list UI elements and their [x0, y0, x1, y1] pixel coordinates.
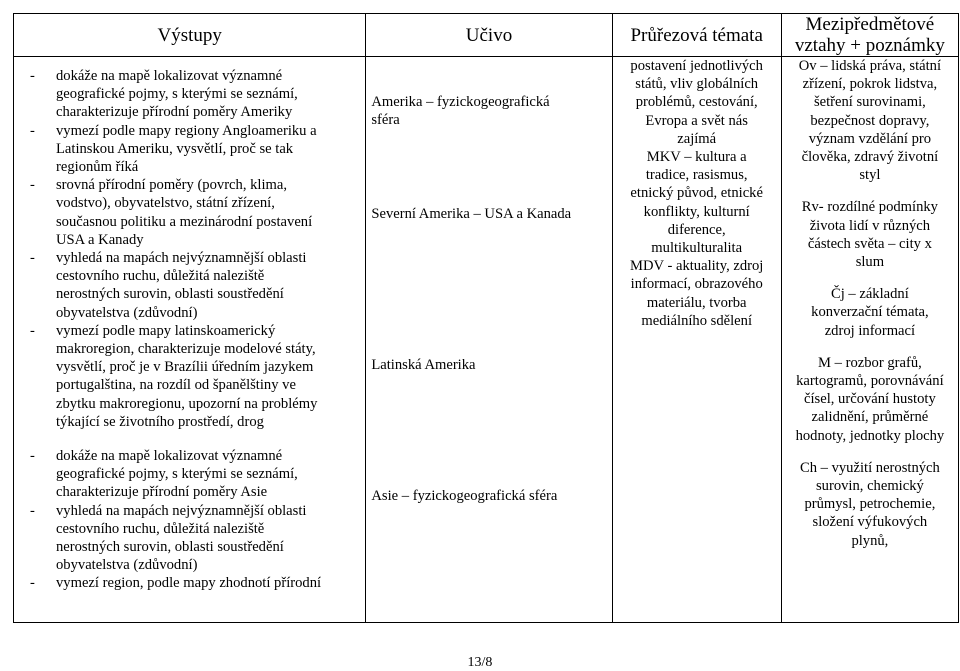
subject-relation-line: zdroj informací: [824, 322, 916, 339]
outcome-line: vyhledá na mapách nejvýznamnější oblasti: [56, 502, 307, 519]
subject-relation-line: zřízení, pokrok lidstva,: [802, 76, 938, 93]
outcome-line: týkající se životního prostředí, drog: [56, 413, 264, 430]
outcome-line: vyhledá na mapách nejvýznamnější oblasti: [56, 250, 307, 267]
subject-relation-line: složení výfukových: [812, 514, 928, 531]
outcome-line: charakterizuje přírodní poměry Asie: [56, 484, 268, 501]
outcome-text: [56, 322, 361, 431]
outcome-item: [30, 502, 361, 575]
outcome-line: srovná přírodní poměry (povrch, klima,: [56, 177, 288, 194]
curriculum-table: [13, 13, 959, 623]
outcome-text: [56, 447, 361, 502]
outcome-line: makroregion, charakterizuje modelové státy,: [56, 341, 316, 358]
subject-relation-line: Ch – využití nerostných: [799, 459, 940, 476]
subject-relation: [784, 354, 956, 445]
ucivo-item: [371, 356, 475, 374]
subject-relation-line: částech světa – city x: [807, 235, 932, 252]
outcomes-list: [14, 57, 365, 593]
outcome-line: obyvatelstva (zdůvodní): [56, 304, 198, 321]
outcome-text: [56, 502, 361, 575]
subject-relation-line: Rv- rozdílné podmínky: [801, 199, 938, 216]
outcome-line: USA a Kanady: [56, 231, 144, 248]
outcome-item: [30, 249, 361, 322]
outcome-line: nerostných surovin, oblasti soustředění: [56, 539, 284, 556]
outcome-line: geografické pojmy, s kterými se seznámí,: [56, 86, 298, 103]
outcome-line: zbytku makroregionu, upozorní na problémy: [56, 395, 318, 412]
dash-bullet: -: [30, 575, 35, 592]
ucivo-cell: [366, 57, 612, 623]
outcome-text: [56, 122, 361, 177]
page-number: 13/8: [467, 655, 493, 670]
subject-relation-line: hodnoty, jednotky plochy: [795, 427, 945, 444]
outcome-text: [56, 574, 361, 592]
outcome-item: [30, 67, 361, 122]
subject-relation: [784, 285, 956, 340]
prurezova-line: postavení jednotlivých: [630, 58, 763, 74]
subject-relation-line: člověka, zdravý životní: [801, 149, 939, 166]
mezipredmetove-cell: [781, 57, 958, 623]
dash-bullet: -: [30, 122, 35, 139]
prurezova-line: tradice, rasismus,: [645, 167, 748, 184]
header-prurezova-temata: Průřezová témata: [612, 14, 781, 57]
prurezova-line: diference,: [667, 221, 726, 238]
outcome-line: geografické pojmy, s kterými se seznámí,: [56, 466, 298, 483]
ucivo-line: Severní Amerika – USA a Kanada: [371, 206, 572, 222]
prurezova-line: zajímá: [677, 130, 717, 147]
ucivo-list: [366, 57, 611, 622]
subject-relation-line: význam vzdělání pro: [808, 130, 932, 147]
header-row: [14, 14, 959, 57]
outcome-item: [30, 447, 361, 502]
prurezova-line: MKV – kultura a: [646, 149, 747, 166]
ucivo-item: [371, 487, 557, 505]
outcome-line: dokáže na mapě lokalizovat významné: [56, 68, 283, 84]
prurezova-line: multikulturalita: [651, 240, 743, 257]
outcome-item: [30, 122, 361, 177]
header-mezipredmetove-vztahy: Mezipředmětové vztahy + poznámky: [781, 14, 958, 57]
outcome-text: [56, 176, 361, 249]
outcome-item: [30, 176, 361, 249]
subject-relation-line: M – rozbor grafů,: [818, 354, 922, 371]
subject-relation-line: Ov – lidská práva, státní: [798, 58, 942, 74]
subject-relation-line: života lidí v různých: [809, 217, 931, 234]
prurezova-line: států, vliv globálních: [635, 76, 759, 93]
outcome-line: vymezí podle mapy latinskoamerický: [56, 322, 276, 339]
outcome-text: [56, 67, 361, 122]
prurezova-line: Evropa a svět nás: [645, 112, 748, 129]
subject-relation-line: Čj – základní: [830, 286, 909, 303]
dash-bullet: -: [30, 68, 35, 84]
dash-bullet: -: [30, 177, 35, 194]
dash-bullet: -: [30, 448, 35, 465]
outcome-line: cestovního ruchu, důležitá naleziště: [56, 268, 265, 285]
outcome-line: současnou politiku a mezinárodní postavení: [56, 213, 313, 230]
ucivo-item: [371, 93, 549, 129]
section-gap: [30, 431, 361, 447]
outcome-line: dokáže na mapě lokalizovat významné: [56, 448, 283, 465]
prurezova-line: konflikty, kulturní: [643, 203, 750, 220]
prurezova-cell: [612, 57, 781, 623]
outcome-line: nerostných surovin, oblasti soustředění: [56, 286, 284, 303]
content-row: [14, 57, 959, 623]
outcome-line: regionům říká: [56, 159, 139, 176]
subject-relation-line: konverzační témata,: [811, 304, 929, 321]
outcome-line: vysvětlí, proč je v Brazílii úředním jazykem: [56, 359, 314, 376]
subject-relation-line: styl: [859, 167, 881, 184]
dash-bullet: -: [30, 322, 35, 339]
outcome-item: [30, 322, 361, 431]
outcome-line: obyvatelstva (zdůvodní): [56, 557, 198, 574]
outcome-text: [56, 249, 361, 322]
subject-relation: [784, 459, 956, 550]
ucivo-line: Amerika – fyzickogeografická: [371, 94, 550, 110]
outcome-line: vymezí podle mapy regiony Angloameriku a: [56, 122, 317, 139]
subject-relation-line: slum: [855, 254, 885, 271]
header-vystupy: Výstupy: [14, 14, 366, 57]
prurezova-list: [613, 57, 781, 330]
prurezova-line: informací, obrazového: [630, 276, 763, 293]
ucivo-line: Latinská Amerika: [371, 357, 476, 373]
prurezova-line: mediálního sdělení: [641, 312, 753, 329]
ucivo-item: [371, 205, 571, 223]
prurezova-line: materiálu, tvorba: [646, 294, 747, 311]
outcome-line: charakterizuje přírodní poměry Ameriky: [56, 104, 293, 121]
outcome-line: Latinskou Ameriku, vysvětlí, proč se tak: [56, 140, 294, 157]
dash-bullet: -: [30, 502, 35, 519]
outcome-line: cestovního ruchu, důležitá naleziště: [56, 520, 265, 537]
subject-relation: [784, 198, 956, 271]
prurezova-line: problémů, cestování,: [635, 94, 758, 111]
header-ucivo: Učivo: [366, 14, 612, 57]
prurezova-line: etnický původ, etnické: [630, 185, 763, 202]
prurezova-line: MDV - aktuality, zdroj: [630, 258, 764, 275]
subject-relation-line: plynů,: [851, 532, 889, 549]
dash-bullet: -: [30, 250, 35, 267]
mezipredmetove-list: [782, 57, 958, 550]
outcome-line: portugalština, na rozdíl od španělštiny ve: [56, 377, 296, 394]
subject-relation-line: kartogramů, porovnávání: [796, 373, 944, 390]
subject-relation-line: surovin, chemický: [815, 478, 924, 495]
subject-relation: [784, 57, 956, 184]
subject-relation-line: čísel, určování hustoty: [804, 391, 936, 408]
subject-relation-line: zalidnění, průměrné: [811, 409, 929, 426]
subject-relation-line: bezpečnost dopravy,: [810, 112, 930, 129]
outcome-line: vodstvo), obyvatelstvo, státní zřízení,: [56, 195, 275, 212]
outcome-item: [30, 574, 361, 592]
outcome-line: vymezí region, podle mapy zhodnotí přírodní: [56, 575, 322, 592]
outcomes-cell: [14, 57, 366, 623]
ucivo-line: Asie – fyzickogeografická sféra: [371, 488, 558, 504]
subject-relation-line: šetření surovinami,: [813, 94, 926, 111]
subject-relation-line: průmysl, petrochemie,: [804, 496, 936, 513]
ucivo-line: sféra: [371, 112, 400, 129]
